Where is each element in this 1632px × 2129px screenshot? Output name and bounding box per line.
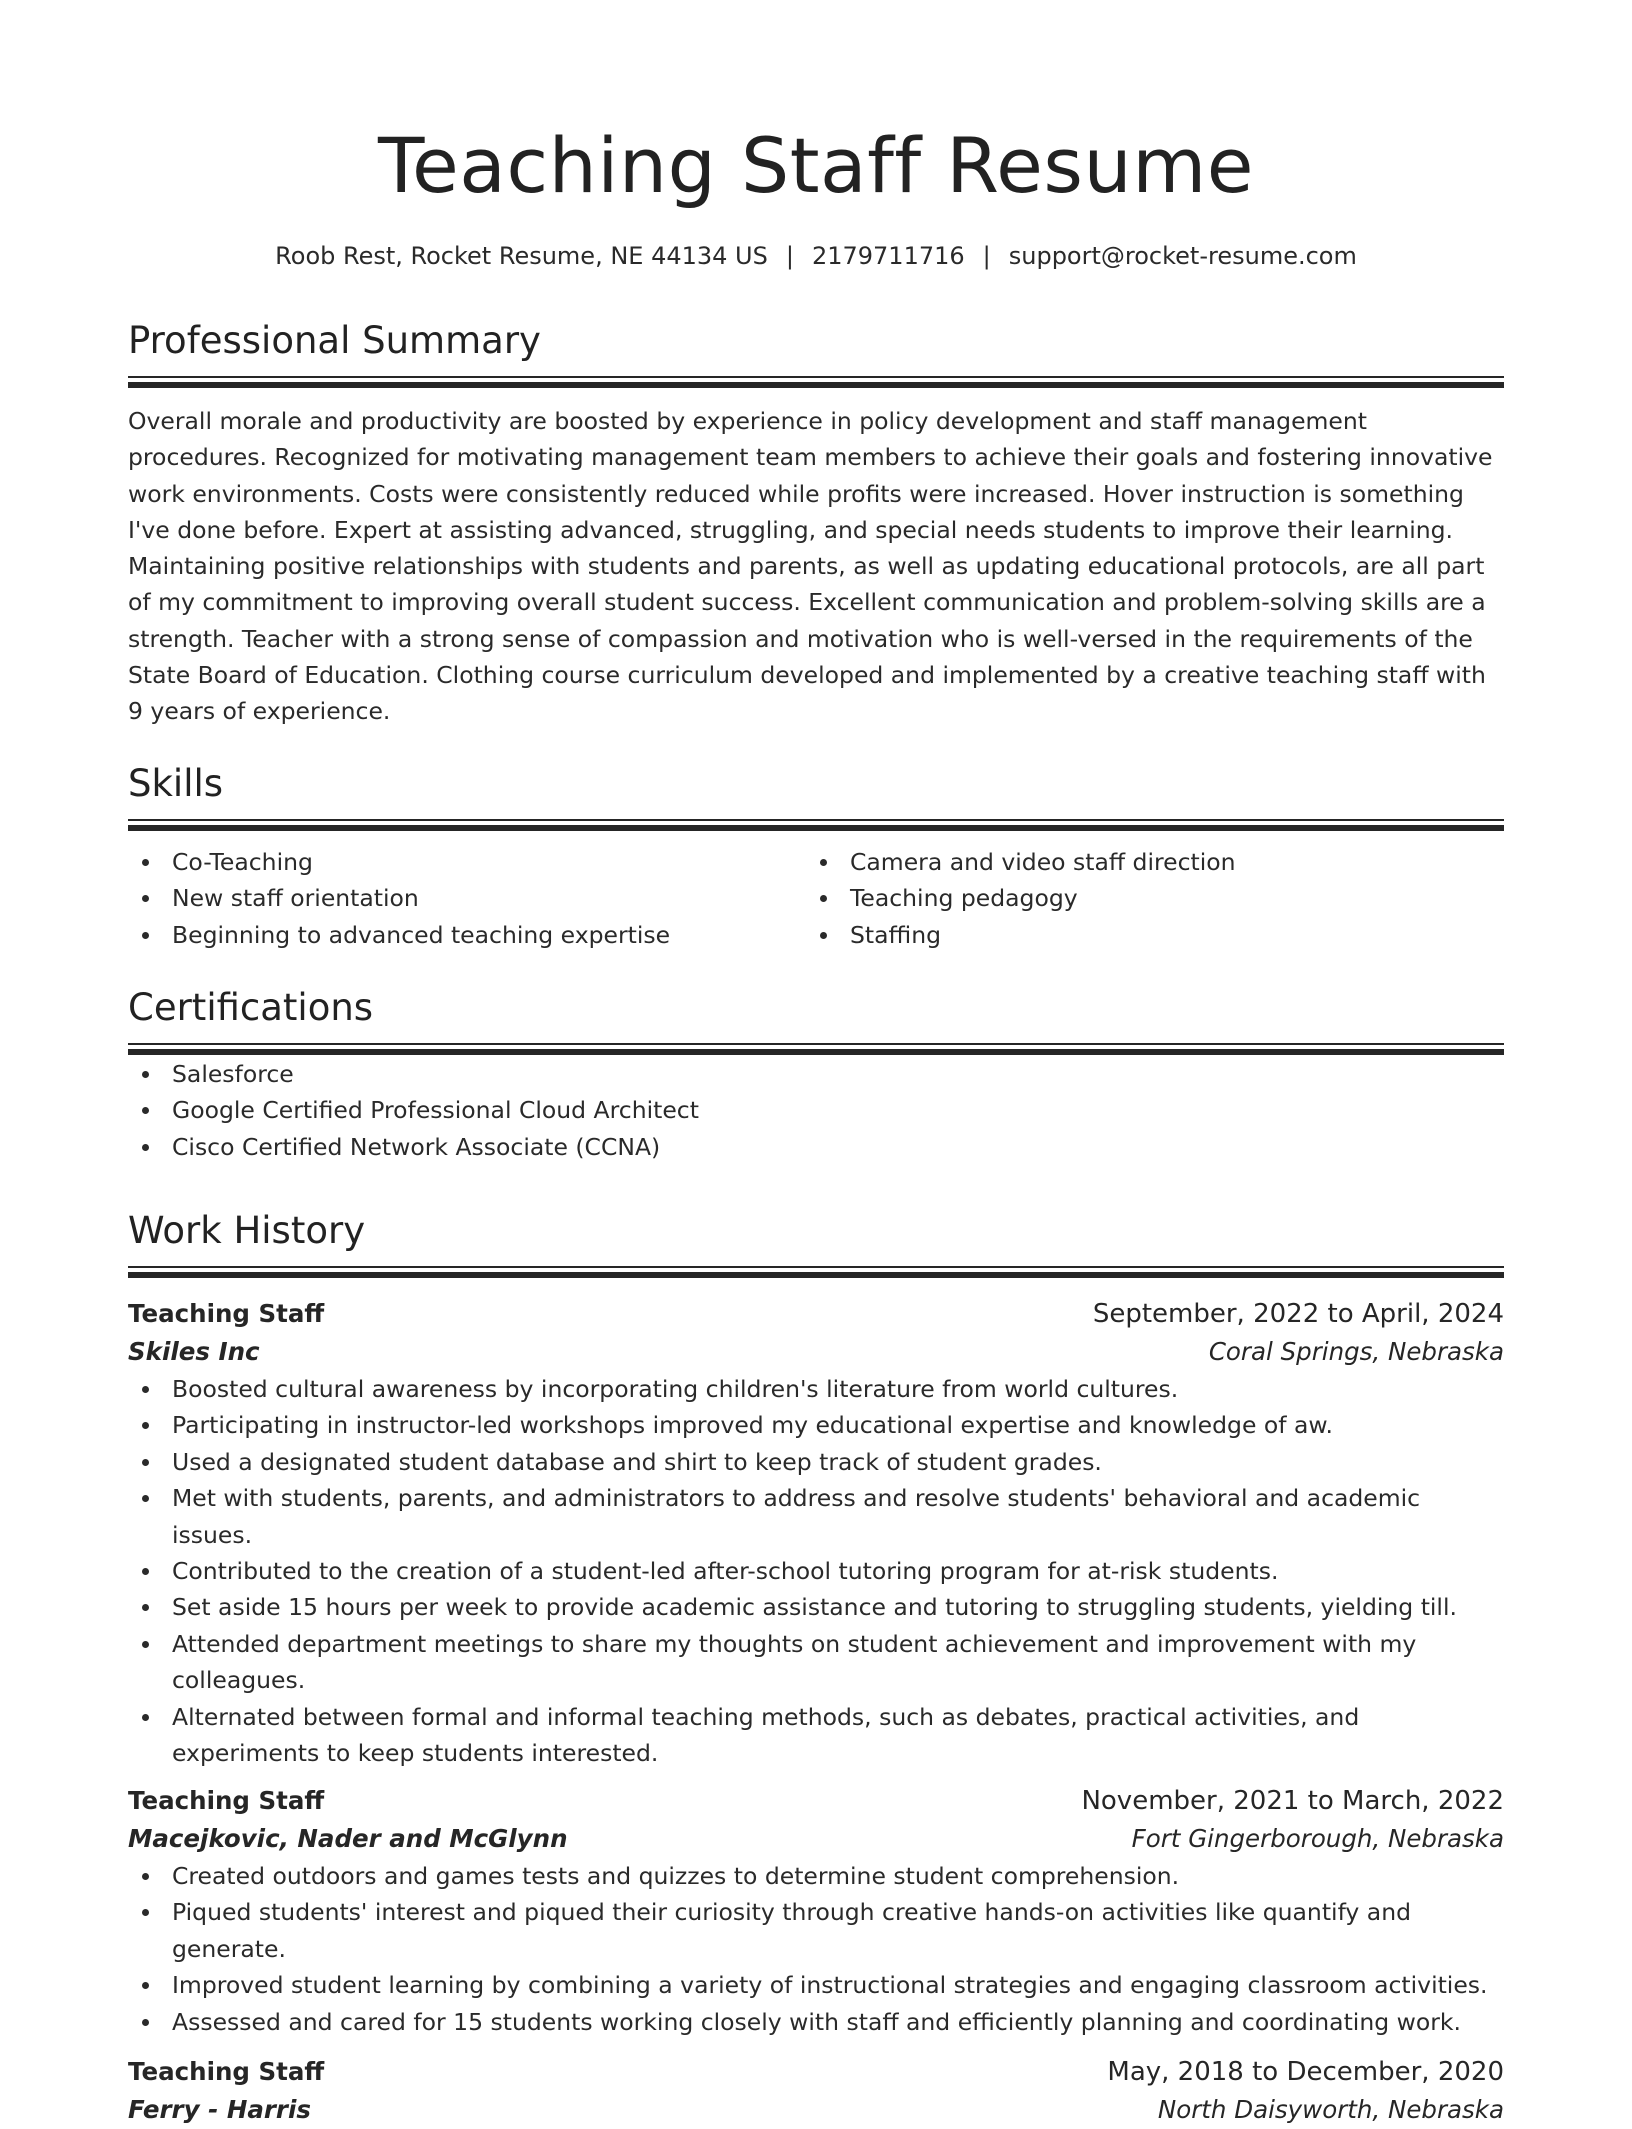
contact-phone: 2179711716	[811, 242, 965, 270]
job-title: Teaching Staff	[128, 2057, 325, 2086]
skills-column-left	[128, 844, 806, 953]
skill-item: Beginning to advanced teaching expertise	[128, 917, 806, 953]
skill-item: Camera and video staff direction	[806, 844, 1484, 880]
contact-separator: |	[982, 242, 991, 270]
job-entry	[128, 1295, 1504, 1771]
job-subheader-row	[128, 1820, 1504, 1858]
contact-email: support@rocket-resume.com	[1008, 242, 1357, 270]
section-divider	[128, 376, 1504, 389]
job-duty-item: Boosted cultural awareness by incorporating children's literature from world cultures.	[128, 1371, 1504, 1407]
job-duty-item: Contributed to the creation of a student-led after-school tutoring program for at-risk students.	[128, 1553, 1504, 1589]
section-divider	[128, 1266, 1504, 1279]
certification-item: Salesforce	[128, 1056, 1504, 1092]
job-entry	[128, 1782, 1504, 2040]
job-title: Teaching Staff	[128, 1299, 325, 1328]
skills-section	[128, 760, 1504, 953]
skill-item: Teaching pedagogy	[806, 880, 1484, 916]
certifications-heading: Certifications	[128, 986, 374, 1029]
job-subheader-row	[128, 2091, 1504, 2129]
skill-item: New staff orientation	[128, 880, 806, 916]
job-duty-item: Created outdoors and games tests and quizzes to determine student comprehension.	[128, 1858, 1504, 1894]
job-location: North Daisyworth, Nebraska	[1157, 2095, 1504, 2124]
job-duty-item: Attended department meetings to share my thoughts on student achievement and improvement with my colleagues.	[128, 1626, 1504, 1699]
job-subheader-row	[128, 1333, 1504, 1371]
work-history-heading: Work History	[128, 1209, 366, 1252]
section-divider	[128, 1043, 1504, 1056]
contact-separator: |	[785, 242, 794, 270]
job-duty-item: Met with students, parents, and administrators to address and resolve students' behavioral and academic issues.	[128, 1480, 1504, 1553]
job-duty-item: Alternated between formal and informal teaching methods, such as debates, practical activities, and experiments to keep students interested.	[128, 1699, 1504, 1772]
certification-item: Google Certified Professional Cloud Architect	[128, 1092, 1504, 1128]
summary-text: Overall morale and productivity are boosted by experience in policy development and staff management procedures. Recognized for motivating management team members to achieve their goals and fostering innovative work environments. Costs were consistently reduced while profits were increased. Hover instruction is something I've done before. Expert at assisting advanced, struggling, and special needs students to improve their learning. Maintaining positive relationships with students and parents, as well as updating educational protocols, are all part of my commitment to improving overall student success. Excellent communication and problem-solving skills are a strength. Teacher with a strong sense of compassion and motivation who is well-versed in the requirements of the State Board of Education. Clothing course curriculum developed and implemented by a creative teaching staff with 9 years of experience.	[128, 407, 1493, 726]
work-history-section	[128, 1207, 1504, 1279]
job-company: Macejkovic, Nader and McGlynn	[128, 1824, 568, 1853]
skill-item: Staffing	[806, 917, 1484, 953]
job-duties-list	[128, 1858, 1504, 2040]
certification-item: Cisco Certified Network Associate (CCNA)	[128, 1129, 1504, 1165]
skill-item: Co-Teaching	[128, 844, 806, 880]
job-dates: May, 2018 to December, 2020	[1107, 2057, 1504, 2087]
skills-column-right	[806, 844, 1484, 953]
contact-address: Roob Rest, Rocket Resume, NE 44134 US	[275, 242, 768, 270]
job-dates: November, 2021 to March, 2022	[1081, 1786, 1504, 1816]
certifications-list	[128, 1056, 1504, 1165]
job-location: Coral Springs, Nebraska	[1208, 1337, 1504, 1366]
skills-heading: Skills	[128, 762, 224, 805]
section-divider	[128, 819, 1504, 832]
job-duty-item: Set aside 15 hours per week to provide academic assistance and tutoring to struggling students, yielding till.	[128, 1589, 1504, 1625]
contact-line	[128, 238, 1504, 274]
certifications-section	[128, 984, 1504, 1165]
job-dates: September, 2022 to April, 2024	[1092, 1299, 1504, 1329]
job-location: Fort Gingerborough, Nebraska	[1131, 1824, 1504, 1853]
job-header-row	[128, 1295, 1504, 1333]
job-header-row	[128, 2053, 1504, 2091]
skills-grid	[128, 844, 1504, 953]
job-duty-item: Piqued students' interest and piqued their curiosity through creative hands-on activities like quantify and generate.	[128, 1894, 1504, 1967]
job-company: Ferry - Harris	[128, 2095, 311, 2124]
job-duties-list	[128, 1371, 1504, 1771]
page-title: Teaching Staff Resume	[378, 121, 1254, 210]
summary-section	[128, 317, 1504, 730]
job-duty-item: Improved student learning by combining a variety of instructional strategies and engaging classroom activities.	[128, 1967, 1504, 2003]
job-title: Teaching Staff	[128, 1786, 325, 1815]
job-entry	[128, 2053, 1504, 2129]
job-duty-item: Assessed and cared for 15 students working closely with staff and efficiently planning and coordinating work.	[128, 2004, 1504, 2040]
job-duty-item: Used a designated student database and shirt to keep track of student grades.	[128, 1444, 1504, 1480]
summary-heading: Professional Summary	[128, 319, 541, 362]
job-header-row	[128, 1782, 1504, 1820]
job-company: Skiles Inc	[128, 1337, 260, 1366]
job-duty-item: Participating in instructor-led workshops improved my educational expertise and knowledge of aw.	[128, 1407, 1504, 1443]
